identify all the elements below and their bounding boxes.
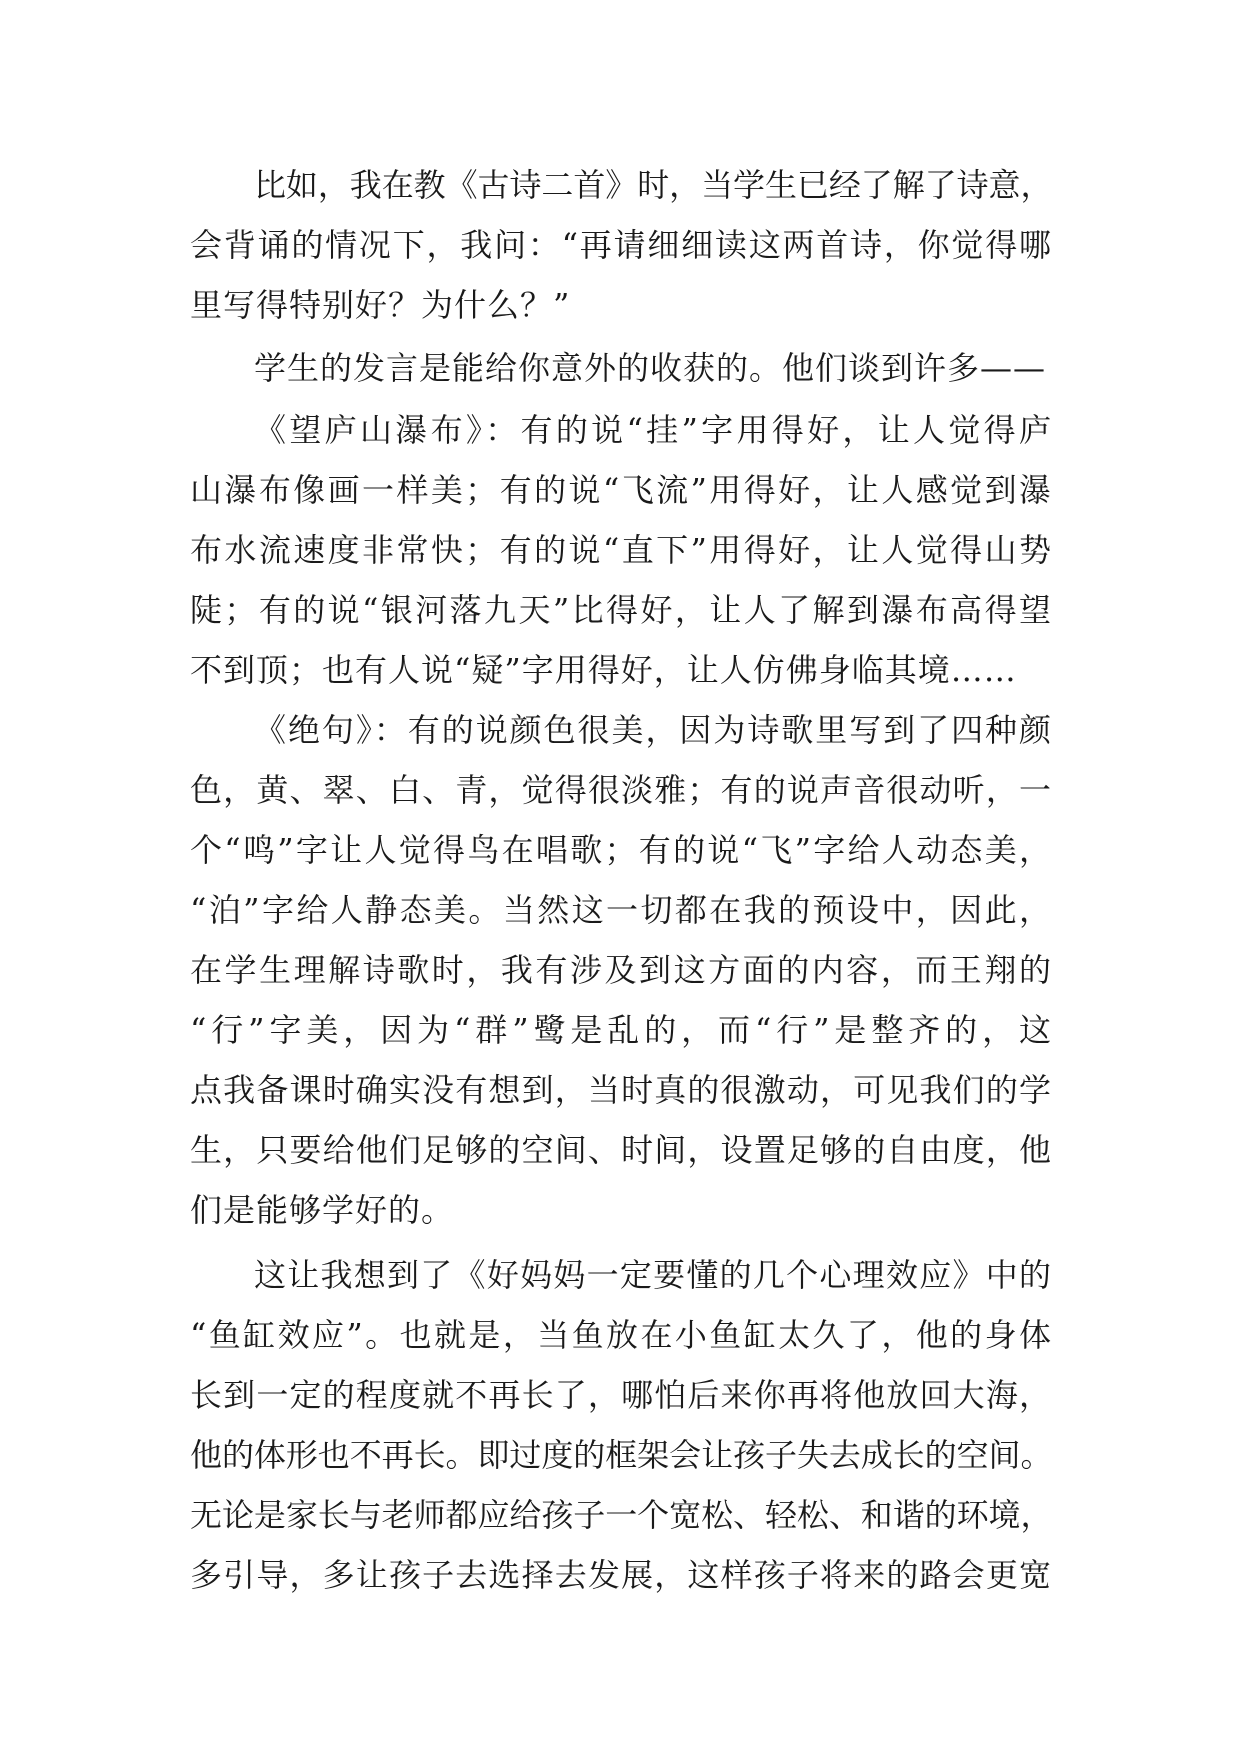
text-line: 点我备课时确实没有想到，当时真的很激动，可见我们的学 — [190, 1071, 1052, 1109]
text-line: 里写得特别好？为什么？” — [190, 286, 571, 324]
text-line: 在学生理解诗歌时，我有涉及到这方面的内容，而王翔的 — [190, 951, 1052, 989]
text-line: 山瀑布像画一样美；有的说“飞流”用得好，让人感觉到瀑 — [190, 471, 1052, 509]
text-line: “鱼缸效应”。也就是，当鱼放在小鱼缸太久了，他的身体 — [190, 1316, 1052, 1354]
text-line: 学生的发言是能给你意外的收获的。他们谈到许多—— — [254, 349, 1047, 387]
text-line: 长到一定的程度就不再长了，哪怕后来你再将他放回大海， — [190, 1376, 1052, 1414]
text-line: 生，只要给他们足够的空间、时间，设置足够的自由度，他 — [190, 1131, 1052, 1169]
text-line: 多引导，多让孩子去选择去发展，这样孩子将来的路会更宽 — [190, 1556, 1052, 1594]
text-line: 会背诵的情况下，我问：“再请细细读这两首诗，你觉得哪 — [190, 226, 1052, 264]
text-line: 无论是家长与老师都应给孩子一个宽松、轻松、和谐的环境， — [190, 1496, 1052, 1534]
text-line: 他的体形也不再长。即过度的框架会让孩子失去成长的空间。 — [190, 1436, 1052, 1474]
text-line: 陡；有的说“银河落九天”比得好，让人了解到瀑布高得望 — [190, 591, 1052, 629]
text-line: 色，黄、翠、白、青，觉得很淡雅；有的说声音很动听，一 — [190, 771, 1052, 809]
text-line: 布水流速度非常快；有的说“直下”用得好，让人觉得山势 — [190, 531, 1052, 569]
text-line: 们是能够学好的。 — [190, 1191, 455, 1229]
text-line: 这让我想到了《好妈妈一定要懂的几个心理效应》中的 — [254, 1256, 1052, 1294]
text-line: 不到顶；也有人说“疑”字用得好，让人仿佛身临其境…… — [190, 651, 1017, 689]
text-line: 《望庐山瀑布》：有的说“挂”字用得好，让人觉得庐 — [254, 411, 1052, 449]
text-line: “泊”字给人静态美。当然这一切都在我的预设中，因此， — [190, 891, 1052, 929]
text-line: 个“鸣”字让人觉得鸟在唱歌；有的说“飞”字给人动态美， — [190, 831, 1052, 869]
text-line: 比如，我在教《古诗二首》时，当学生已经了解了诗意， — [254, 166, 1052, 204]
text-line: 《绝句》：有的说颜色很美，因为诗歌里写到了四种颜 — [254, 711, 1052, 749]
text-line: “行”字美，因为“群”鹭是乱的，而“行”是整齐的，这 — [190, 1011, 1052, 1049]
